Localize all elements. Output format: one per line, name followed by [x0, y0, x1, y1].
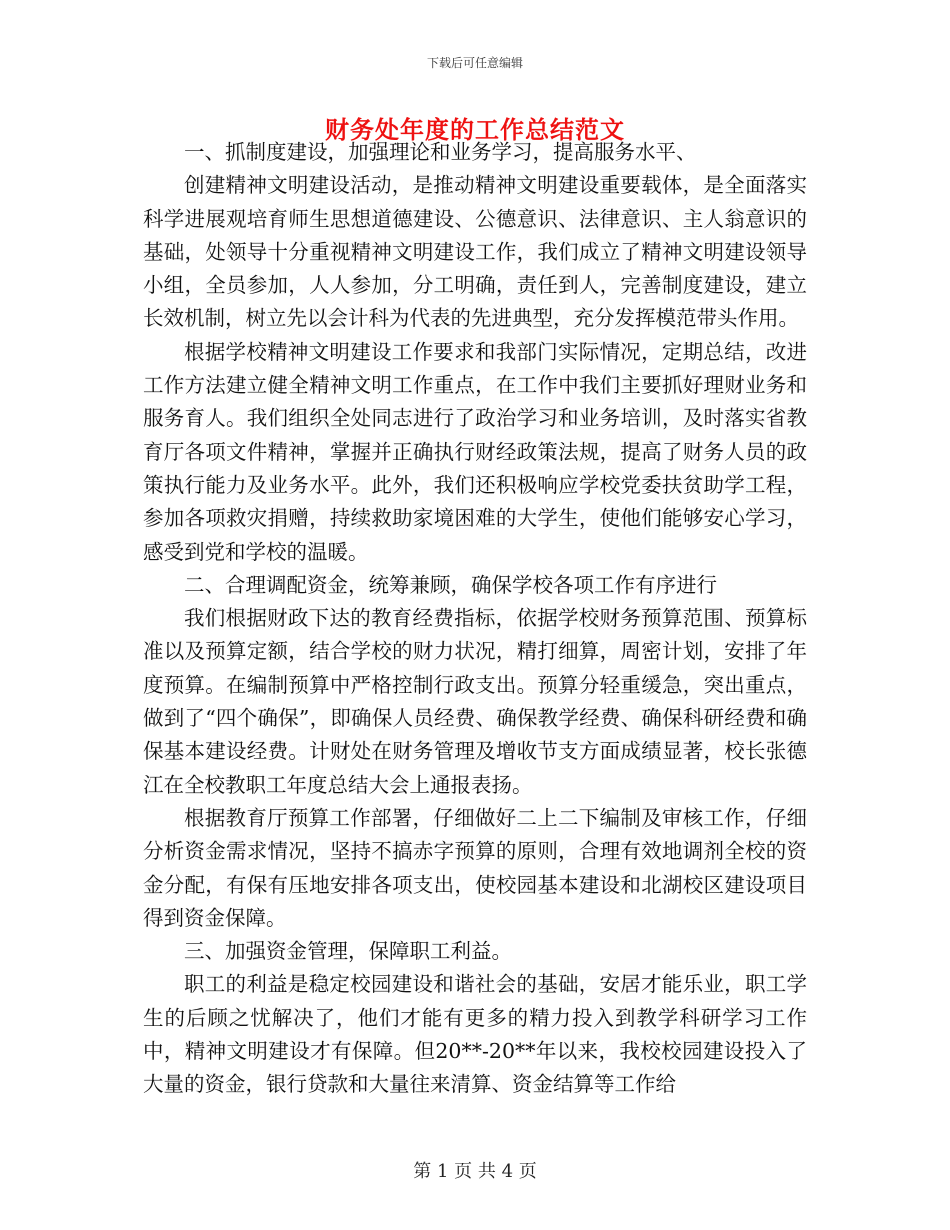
paragraph: 根据学校精神文明建设工作要求和我部门实际情况，定期总结，改进工作方法建立健全精神文明工作重点，在工作中我们主要抓好理财业务和服务育人。我们组织全处同志进行了政治学习和业务培训，及时落实省教育厅各项文件精神，掌握并正确执行财经政策法规，提高了财务人员的政策执行能力及业务水平。此外，我们还积极响应学校党委扶贫助学工程，参加各项救灾捐赠，持续救助家境困难的大学生，使他们能够安心学习，感受到党和学校的温暖。	[143, 339, 807, 564]
paragraph: 二、合理调配资金，统筹兼顾，确保学校各项工作有序进行	[184, 572, 717, 597]
paragraph: 创建精神文明建设活动，是推动精神文明建设重要载体，是全面落实科学进展观培育师生思想道德建设、公德意识、法律意识、主人翁意识的基础，处领导十分重视精神文明建设工作，我们成立了精神文明建设领导小组，全员参加，人人参加，分工明确，责任到人，完善制度建设，建立长效机制，树立先以会计科为代表的先进典型，充分发挥模范带头作用。	[143, 173, 807, 331]
document-body	[143, 136, 807, 1102]
paragraph: 三、加强资金管理，保障职工利益。	[184, 939, 512, 964]
paragraph: 一、抓制度建设，加强理论和业务学习，提高服务水平、	[184, 140, 697, 164]
paragraph: 根据教育厅预算工作部署，仔细做好二上二下编制及审核工作，仔细分析资金需求情况，坚持不搞赤字预算的原则，合理有效地调剂全校的资金分配，有保有压地安排各项支出，使校园基本建设和北湖校区建设项目得到资金保障。	[143, 805, 807, 930]
header-note: 下载后可任意编辑	[426, 56, 523, 70]
document-title: 财务处年度的工作总结范文	[325, 115, 625, 144]
paragraph: 我们根据财政下达的教育经费指标，依据学校财务预算范围、预算标准以及预算定额，结合学校的财力状况，精打细算，周密计划，安排了年度预算。在编制预算中严格控制行政支出。预算分轻重缓急，突出重点，做到了“四个确保”，即确保人员经费、确保教学经费、确保科研经费和确保基本建设经费。计财处在财务管理及增收节支方面成绩显著，校长张德江在全校教职工年度总结大会上通报表扬。	[143, 606, 807, 797]
paragraph: 职工的利益是稳定校园建设和谐社会的基础，安居才能乐业，职工学生的后顾之忧解决了，他们才能有更多的精力投入到教学科研学习工作中，精神文明建设才有保障。但20**-20**年以来，我校校园建设投入了大量的资金，银行贷款和大量往来清算、资金结算等工作给	[143, 972, 807, 1097]
page-footer: 第 1 页 共 4 页	[413, 1161, 537, 1182]
